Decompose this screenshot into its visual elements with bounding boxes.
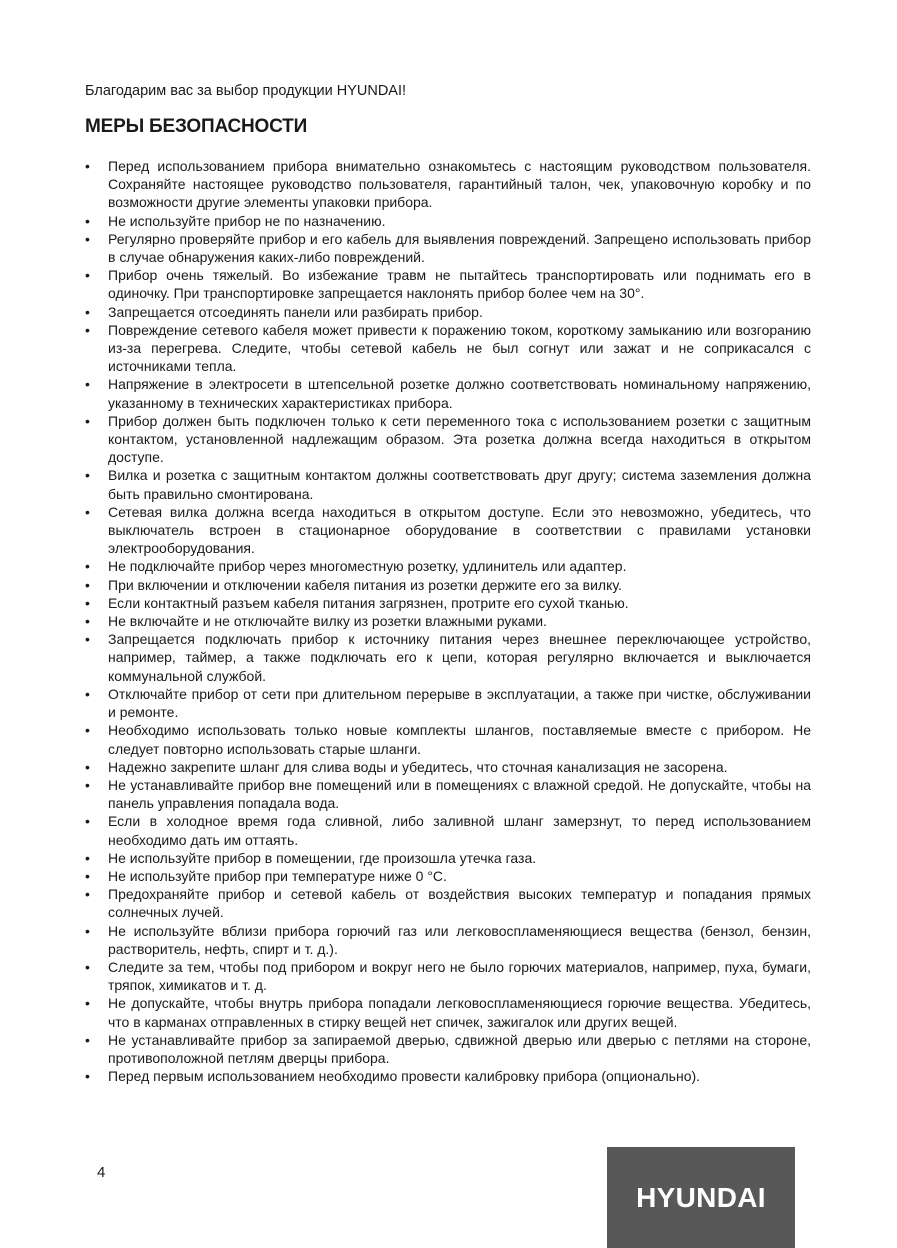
list-item — [85, 466, 811, 502]
bullet-icon: • — [85, 412, 90, 429]
list-item-text: Если контактный разъем кабеля питания загрязнен, протрите его сухой тканью. — [108, 594, 629, 611]
list-item-text: Не включайте и не отключайте вилку из розетки влажными руками. — [108, 613, 547, 630]
brand-logo-text: HYUNDAI — [636, 1181, 766, 1213]
bullet-icon: • — [85, 158, 90, 174]
bullet-icon: • — [85, 267, 90, 284]
list-item — [85, 758, 811, 776]
list-item — [85, 321, 811, 376]
bullet-icon: • — [85, 1031, 90, 1048]
list-item — [85, 266, 811, 302]
bullet-icon: • — [85, 376, 90, 393]
bullet-icon: • — [85, 594, 90, 611]
bullet-icon: • — [85, 867, 90, 884]
list-item — [85, 721, 811, 757]
list-item-text: Прибор очень тяжелый. Во избежание травм не пытайтесь транспортировать или поднимать его в одиночку. При транспортировке запрещается наклонять прибор более чем на 30°. — [108, 267, 811, 302]
list-item-text: Не подключайте прибор через многоместную розетку, удлинитель или адаптер. — [108, 558, 627, 575]
list-item — [85, 776, 811, 812]
list-item-text: Надежно закрепите шланг для слива воды и убедитесь, что сточная канализация не засорена. — [108, 758, 728, 775]
list-item-text: Повреждение сетевого кабеля может привести к поражению током, короткому замыканию или возгоранию из-за перегрева. Следите, чтобы сетевой кабель не был согнут или зажат и не соприкасался с источниками тепла. — [108, 321, 811, 375]
list-item — [85, 958, 811, 994]
list-item-text: Не используйте вблизи прибора горючий газ или легковоспламеняющиеся вещества (бензол, бензин, растворитель, нефть, спирт и т. д.). — [108, 922, 811, 957]
list-item-text: Не устанавливайте прибор вне помещений или в помещениях с влажной средой. Не допускайте, чтобы на панель управления попадала вода. — [108, 776, 811, 812]
bullet-icon: • — [85, 813, 90, 830]
section-title: МЕРЫ БЕЗОПАСНОСТИ — [85, 116, 308, 137]
list-item — [85, 1031, 811, 1067]
list-item — [85, 612, 811, 630]
list-item-text: Перед использованием прибора внимательно ознакомьтесь с настоящим руководством пользователя. Сохраняйте настоящее руководство пользователя, гарантийный талон, чек, упаковочную коробку и по возможности другие элементы упаковки прибора. — [108, 158, 811, 211]
bullet-icon: • — [85, 958, 90, 975]
list-item-text: При включении и отключении кабеля питания из розетки держите его за вилку. — [108, 576, 622, 593]
bullet-icon: • — [85, 685, 90, 702]
bullet-icon: • — [85, 321, 90, 338]
list-item-text: Отключайте прибор от сети при длительном перерыве в эксплуатации, а также при чистке, обслуживании и ремонте. — [108, 685, 811, 721]
list-item-text: Если в холодное время года сливной, либо заливной шланг замерзнут, то перед использованием необходимо дать им оттаять. — [108, 813, 811, 848]
bullet-icon: • — [85, 467, 90, 484]
list-item-text: Не используйте прибор при температуре ниже 0 °С. — [108, 867, 447, 884]
list-item — [85, 885, 811, 921]
bullet-icon: • — [85, 995, 90, 1012]
list-item — [85, 157, 811, 212]
list-item — [85, 867, 811, 885]
bullet-icon: • — [85, 303, 90, 320]
list-item-text: Регулярно проверяйте прибор и его кабель для выявления повреждений. Запрещено использовать прибор в случае обнаружения каких-либо повреждений. — [108, 230, 811, 266]
bullet-icon: • — [85, 849, 90, 866]
list-item — [85, 230, 811, 266]
list-item-text: Необходимо использовать только новые комплекты шлангов, поставляемые вместе с прибором. Не следует повторно использовать старые шланги. — [108, 722, 811, 757]
bullet-icon: • — [85, 631, 90, 648]
list-item-text: Сетевая вилка должна всегда находиться в открытом доступе. Если это невозможно, убедитесь, что выключатель встроен в стационарное оборудование в соответствии с правилами установки электрооборудования. — [108, 503, 811, 557]
bullet-icon: • — [85, 922, 90, 939]
list-item — [85, 812, 811, 848]
list-item — [85, 994, 811, 1030]
bullet-icon: • — [85, 230, 90, 247]
list-item — [85, 594, 811, 612]
list-item — [85, 630, 811, 685]
list-item-text: Не используйте прибор в помещении, где произошла утечка газа. — [108, 849, 537, 866]
list-item-text: Не используйте прибор не по назначению. — [108, 212, 386, 229]
bullet-icon: • — [85, 1068, 90, 1085]
bullet-icon: • — [85, 613, 90, 630]
list-item — [85, 576, 811, 594]
bullet-icon: • — [85, 503, 90, 520]
bullet-icon: • — [85, 576, 90, 593]
bullet-icon: • — [85, 722, 90, 739]
page-number: 4 — [97, 1164, 106, 1181]
bullet-icon: • — [85, 758, 90, 775]
list-item — [85, 557, 811, 575]
intro-text: Благодарим вас за выбор продукции HYUNDAI! — [85, 83, 407, 99]
brand-logo — [607, 1147, 795, 1248]
list-item-text: Прибор должен быть подключен только к сети переменного тока с использованием розетки с защитным контактом, установленной надлежащим образом. Эта розетка должна всегда находиться в открытом доступе. — [108, 412, 811, 466]
list-item — [85, 375, 811, 411]
list-item-text: Не допускайте, чтобы внутрь прибора попадали легковоспламеняющиеся горючие вещества. Убедитесь, что в карманах отправленных в стирку вещей нет спичек, зажигалок или других вещей. — [108, 995, 811, 1030]
list-item-text: Следите за тем, чтобы под прибором и вокруг него не было горючих материалов, например, пуха, бумаги, тряпок, химикатов и т. д. — [108, 958, 811, 994]
safety-rules-list — [85, 157, 811, 1085]
bullet-icon: • — [85, 886, 90, 903]
bullet-icon: • — [85, 776, 90, 793]
list-item — [85, 1067, 811, 1085]
list-item — [85, 503, 811, 558]
list-item-text: Запрещается отсоединять панели или разбирать прибор. — [108, 303, 483, 320]
list-item — [85, 685, 811, 721]
list-item-text: Напряжение в электросети в штепсельной розетке должно соответствовать номинальному напряжению, указанному в технических характеристиках прибора. — [108, 376, 811, 411]
list-item-text: Не устанавливайте прибор за запираемой дверью, сдвижной дверью или дверью с петлями на стороне, противоположной петлям дверцы прибора. — [108, 1031, 811, 1066]
bullet-icon: • — [85, 558, 90, 575]
list-item-text: Запрещается подключать прибор к источнику питания через внешнее переключающее устройство, например, таймер, а также подключать его к цепи, которая регулярно включается и выключается коммунальной службой. — [108, 631, 811, 684]
bullet-icon: • — [85, 212, 90, 229]
list-item-text: Предохраняйте прибор и сетевой кабель от воздействия высоких температур и попадания прямых солнечных лучей. — [108, 886, 811, 921]
list-item — [85, 922, 811, 958]
list-item — [85, 303, 811, 321]
list-item — [85, 212, 811, 230]
list-item — [85, 849, 811, 867]
list-item — [85, 412, 811, 467]
list-item-text: Перед первым использованием необходимо провести калибровку прибора (опционально). — [108, 1068, 701, 1085]
list-item-text: Вилка и розетка с защитным контактом должны соответствовать друг другу; система заземления должна быть правильно смонтирована. — [108, 467, 811, 502]
